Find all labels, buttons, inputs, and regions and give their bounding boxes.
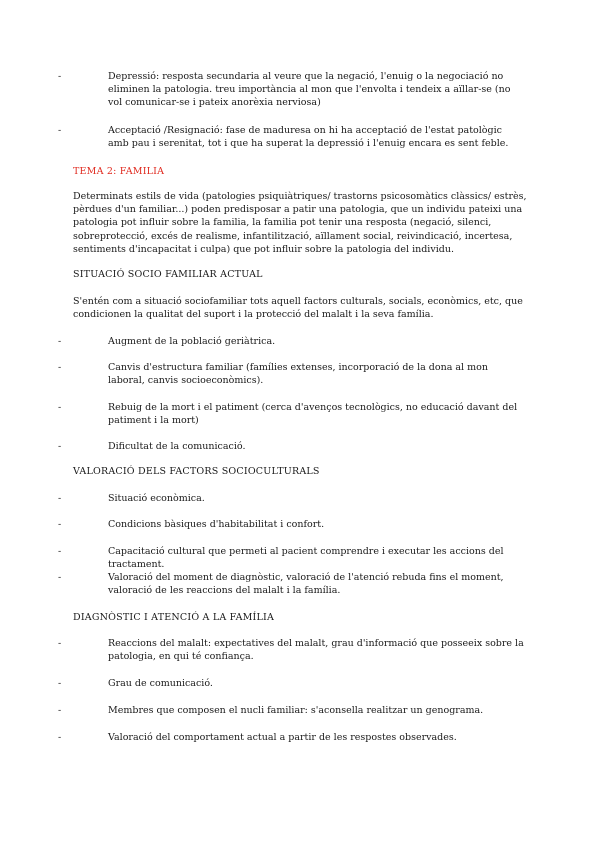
list-item-text: Reaccions del malalt: expectatives del malalt, grau d'informació que posseeix sobre la patologia, en qui té confiança.: [108, 638, 524, 663]
bullet-dash: -: [58, 678, 62, 689]
list-item: [58, 70, 524, 110]
list-item-text: Canvis d'estructura familiar (famílies extenses, incorporació de la dona al mon laboral, canvis socioeconòmics).: [108, 362, 488, 387]
list-item-text: Dificultat de la comunicació.: [108, 441, 246, 452]
list-item: [58, 401, 524, 427]
list-item: [58, 731, 524, 744]
list-item: [58, 492, 524, 505]
bullet-dash: -: [58, 732, 62, 743]
list-item: [58, 571, 524, 597]
bullet-dash: -: [58, 519, 62, 530]
list-item-text: Acceptació /Resignació: fase de maduresa on hi ha acceptació de l'estat patològic amb pau i serenitat, tot i que ha superat la depressió i l'enuig encara es sent feble.: [108, 125, 509, 150]
section-heading-valoracio: VALORACIÓ DELS FACTORS SOCIOCULTURALS: [73, 466, 320, 477]
list-item-text: Grau de comunicació.: [108, 678, 213, 689]
list-item: [58, 440, 524, 453]
list-item: [58, 124, 524, 150]
situacio-paragraph: S'entén com a situació sociofamiliar tots aquell factors culturals, socials, econòmics, etc, que condicionen la qualitat del suport i la protecció del malalt i la seva família.: [73, 296, 523, 321]
list-item-text: Depressió: resposta secundaria al veure que la negació, l'enuig o la negociació no eliminen la patologia. treu importància al mon que l'envolta i tendeix a aïllar-se (no vol comunicar-se i pateix anorèxia nerviosa): [108, 71, 511, 109]
list-item: [58, 637, 524, 663]
bullet-dash: -: [58, 572, 62, 583]
list-item-text: Valoració del moment de diagnòstic, valoració de l'atenció rebuda fins el moment, valoració de les reaccions del malalt i la família.: [108, 572, 504, 597]
list-item: [58, 518, 524, 531]
list-item: [58, 677, 524, 690]
bullet-dash: -: [58, 638, 62, 649]
tema-paragraph: Determinats estils de vida (patologies psiquiàtriques/ trastorns psicosomàtics clàssics/ estrès, pèrdues d'un familiar...) poden predisposar a patir una patologia, que un individu pateixi una patologia pot influir sobre la familia, la familia pot tenir una resposta (negació, silenci, sobreprotecció, excés de realisme, infantilització, aïllament social, reivindicació, incertesa, sentiments d'incapacitat i culpa) que pot influir sobre la patologia del individu.: [73, 191, 527, 255]
section-heading-situacio: SITUACIÓ SOCIO FAMILIAR ACTUAL: [73, 269, 263, 280]
list-item-text: Augment de la població geriàtrica.: [108, 336, 276, 347]
list-item: [58, 361, 524, 387]
list-item-text: Valoració del comportament actual a partir de les respostes observades.: [108, 732, 457, 743]
bullet-dash: -: [58, 402, 62, 413]
bullet-dash: -: [58, 336, 62, 347]
bullet-dash: -: [58, 71, 62, 82]
list-item-text: Condicions bàsiques d'habitabilitat i confort.: [108, 519, 325, 530]
list-item-text: Membres que composen el nucli familiar: s'aconsella realitzar un genograma.: [108, 705, 484, 716]
list-item-text: Rebuig de la mort i el patiment (cerca d'avenços tecnològics, no educació davant del patiment i la mort): [108, 402, 518, 427]
list-item: [58, 545, 524, 571]
bullet-dash: -: [58, 362, 62, 373]
bullet-dash: -: [58, 441, 62, 452]
section-heading-tema: TEMA 2: FAMILIA: [73, 166, 165, 177]
bullet-dash: -: [58, 546, 62, 557]
bullet-dash: -: [58, 125, 62, 136]
bullet-dash: -: [58, 705, 62, 716]
bullet-dash: -: [58, 493, 62, 504]
list-item-text: Situació econòmica.: [108, 493, 205, 504]
list-item: [58, 704, 524, 717]
list-item: [58, 335, 524, 348]
section-heading-diagnostic: DIAGNÒSTIC I ATENCIÓ A LA FAMÍLIA: [73, 612, 275, 623]
list-item-text: Capacitació cultural que permeti al pacient comprendre i executar les accions del tractament.: [108, 546, 504, 571]
